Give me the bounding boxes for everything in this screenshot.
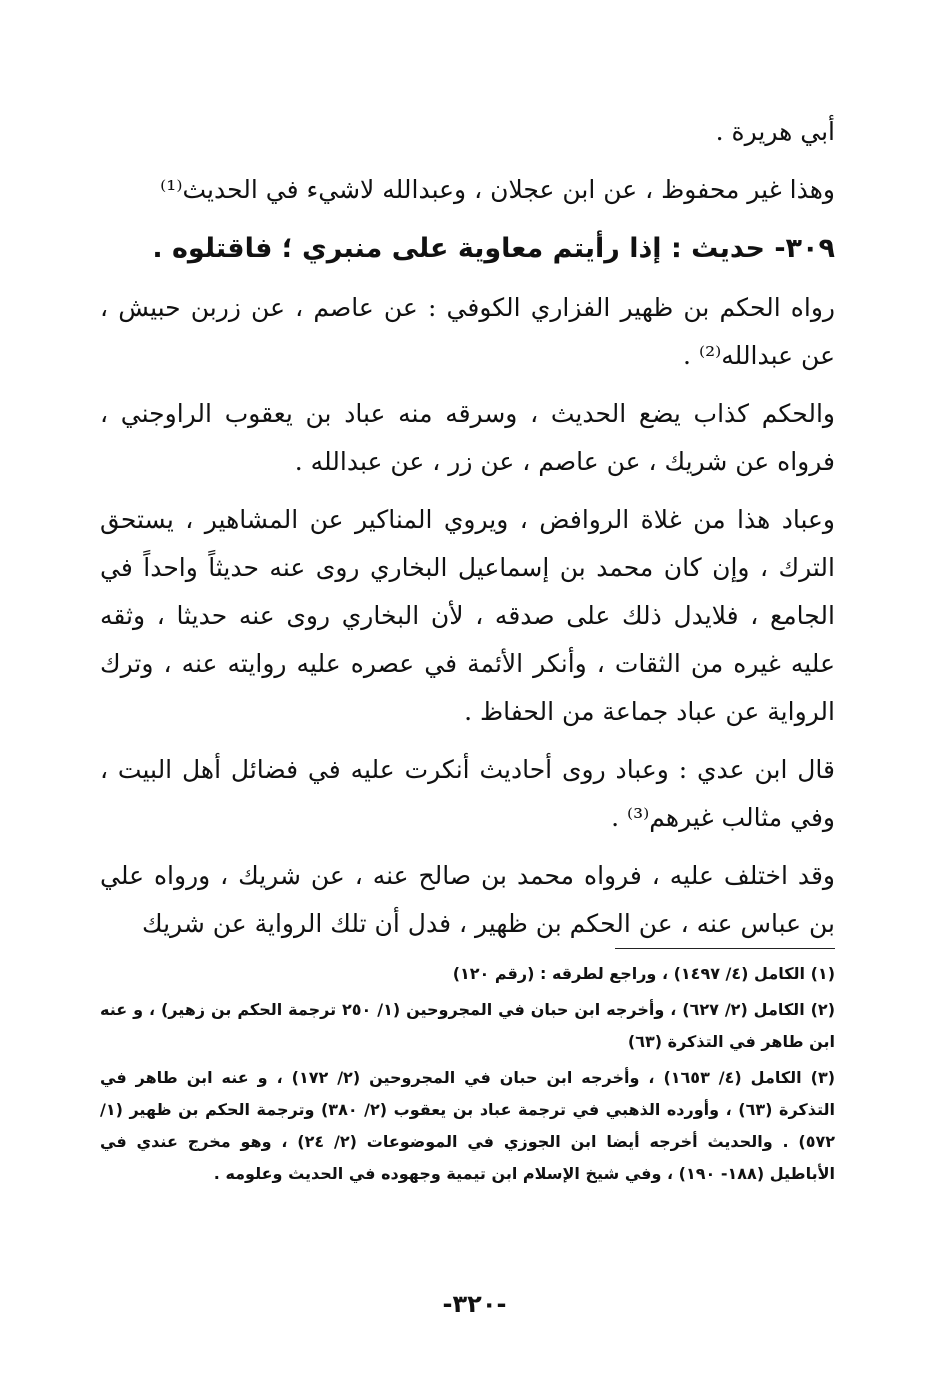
footnote-2: (٢) الكامل (٢/ ٦٢٧) ، وأخرجه ابن حبان في المجروحين (١/ ٢٥٠ ترجمة الحكم بن زهير) ، و عنه ابن طاهر في التذكرة (٦٣) <box>100 1000 835 1051</box>
paragraph-abbad: وعباد هذا من غلاة الروافض ، ويروي المناكير عن المشاهير ، يستحق الترك ، وإن كان محمد بن إسماعيل البخاري روى عنه حديثاً واحداً في الجامع ، فلايدل ذلك على صدقه ، لأن البخاري روى عنه حديثا ، وثقه عليه غيره من الثقات ، وأنكر الأئمة في عصره عليه روايته عنه ، وترك الرواية عن عباد جماعة من الحفاظ . <box>100 505 835 726</box>
paragraph-ibn-adi: قال ابن عدي : وعباد روى أحاديث أنكرت عليه في فضائل أهل البيت ، وفي مثالب غيرهم⁽³⁾ . <box>100 755 835 832</box>
page-number: -٣٢٠- <box>442 1290 507 1318</box>
footnote-1: (١) الكامل (٤/ ١٤٩٧) ، وراجع لطرقه : (رقم ١٢٠) <box>452 964 835 983</box>
paragraph-hakam: والحكم كذاب يضع الحديث ، وسرقه منه عباد بن يعقوب الراوجني ، فرواه عن شريك ، عن عاصم ، عن زر ، عن عبدالله . <box>100 399 835 476</box>
paragraph-ikhtilaf: وقد اختلف عليه ، فرواه محمد بن صالح عنه ، عن شريك ، ورواه علي بن عباس عنه ، عن الحكم بن ظهير ، فدل أن تلك الرواية عن شريك <box>100 861 835 938</box>
hadith-heading: ٣٠٩- حديث : إذا رأيتم معاوية على منبري ؛ فاقتلوه . <box>152 233 835 264</box>
footnote-divider <box>615 948 835 949</box>
paragraph-continuation: أبي هريرة . <box>715 117 835 146</box>
main-text <box>100 108 835 958</box>
paragraph-narration: رواه الحكم بن ظهير الفزاري الكوفي : عن عاصم ، عن زربن حبيش ، عن عبدالله⁽²⁾ . <box>100 293 835 370</box>
footnote-3: (٣) الكامل (٤/ ١٦٥٣) ، وأخرجه ابن حبان في المجروحين (٢/ ١٧٢) ، و عنه ابن طاهر في التذكرة (٦٣) ، وأورده الذهبي في ترجمة عباد بن يعقوب (٢/ ٣٨٠) وترجمة الحكم بن ظهير (١/ ٥٧٢) . والحديث أخرجه أيضا ابن الجوزي في الموضوعات (٢/ ٢٤) ، وهو مخرج عندي في الأباطيل (١٨٨- ١٩٠) ، وفي شيخ الإسلام ابن تيمية وجهوده في الحديث وعلومه . <box>100 1068 836 1183</box>
paragraph-note: وهذا غير محفوظ ، عن ابن عجلان ، وعبدالله لاشيء في الحديث⁽¹⁾ <box>160 175 835 204</box>
footnotes <box>100 958 835 1194</box>
